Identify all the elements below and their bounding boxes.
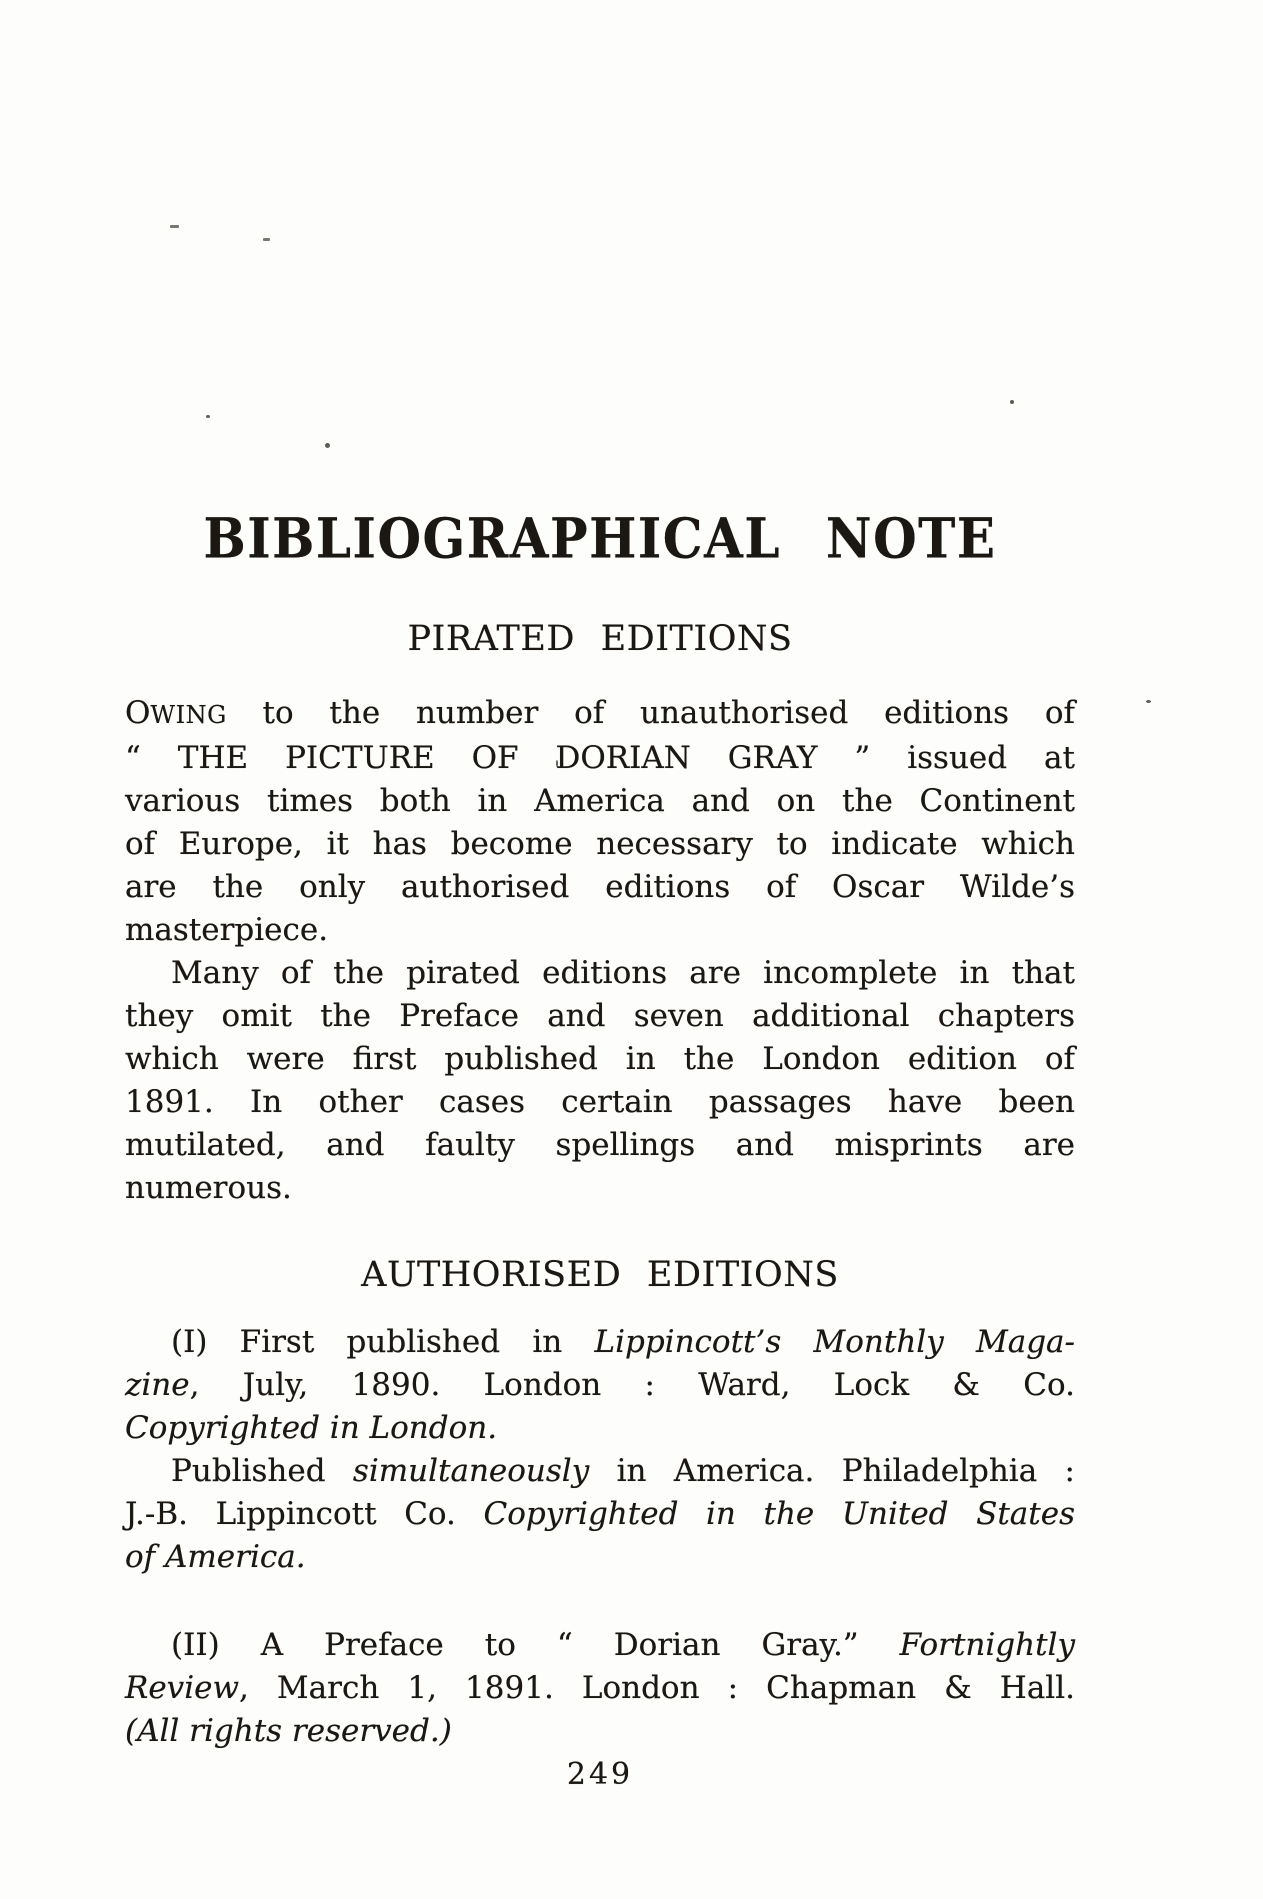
- authorised-section-body-1: [125, 1321, 1075, 1579]
- text-run: (I) First published in: [171, 1324, 595, 1360]
- text-line: 1891. In other cases certain passages have been: [125, 1084, 1075, 1120]
- scan-speck: [1010, 400, 1014, 404]
- pirated-section-body: [125, 692, 1075, 1210]
- italic-run: Review: [125, 1670, 239, 1706]
- scan-speck: [325, 443, 330, 448]
- text-line: of Europe, it has become necessary to indicate which: [125, 826, 1075, 862]
- text-line: (All rights reserved.): [125, 1713, 452, 1749]
- text-line: masterpiece.: [125, 912, 329, 948]
- section-heading-authorised: AUTHORISED EDITIONS: [361, 1255, 839, 1295]
- text-run: to the number of unauthorised editions of: [226, 695, 1075, 731]
- text-run: O: [125, 695, 151, 731]
- text-line: [125, 1321, 1075, 1364]
- italic-run: zine: [125, 1367, 190, 1403]
- text-line: are the only authorised editions of Oscar Wilde’s: [125, 869, 1075, 905]
- text-run: (II) A Preface to “ Dorian Gray.”: [171, 1627, 900, 1663]
- scan-speck: [170, 225, 179, 228]
- text-run: , July, 1890. London : Ward, Lock & Co.: [189, 1367, 1075, 1403]
- page-title: BIBLIOGRAPHICAL NOTE: [203, 506, 997, 571]
- text-line: [125, 1364, 1075, 1407]
- text-line: mutilated, and faulty spellings and misprints are: [125, 1127, 1075, 1163]
- scan-speck: [1146, 700, 1151, 703]
- text-run: , March 1, 1891. London : Chapman & Hall.: [239, 1670, 1075, 1706]
- text-line: numerous.: [125, 1170, 292, 1206]
- text-run: Published: [171, 1453, 353, 1489]
- authorised-section-body-2: [125, 1624, 1075, 1753]
- scan-speck: [206, 415, 210, 418]
- italic-run: Lippincott’s Monthly Maga-: [594, 1324, 1076, 1360]
- text-line: “ THE PICTURE OF DORIAN GRAY ” issued at: [125, 740, 1075, 776]
- text-line: [125, 1450, 1075, 1493]
- text-line: they omit the Preface and seven additional chapters: [125, 998, 1075, 1034]
- text-run: in America. Philadelphia :: [589, 1453, 1075, 1489]
- text-line: Copyrighted in London.: [125, 1410, 498, 1446]
- scan-speck: [263, 238, 270, 241]
- italic-run: simultaneously: [352, 1453, 590, 1489]
- text-line: of America.: [125, 1539, 306, 1575]
- text-line: which were first published in the London edition of: [125, 1041, 1075, 1077]
- text-line: various times both in America and on the Continent: [125, 783, 1075, 819]
- section-heading-pirated: PIRATED EDITIONS: [407, 619, 793, 659]
- text-line: [125, 1667, 1075, 1710]
- text-run: J.-B. Lippincott Co.: [125, 1496, 484, 1532]
- text-line: [125, 1493, 1075, 1536]
- italic-run: Fortnightly: [899, 1627, 1075, 1663]
- text-line: [125, 692, 1075, 737]
- text-line: [125, 1624, 1075, 1667]
- italic-run: Copyrighted in the United States: [483, 1496, 1075, 1532]
- small-caps-run: WING: [150, 701, 227, 729]
- page-number: 249: [566, 1757, 634, 1792]
- text-line: Many of the pirated editions are incomplete in that: [171, 955, 1075, 991]
